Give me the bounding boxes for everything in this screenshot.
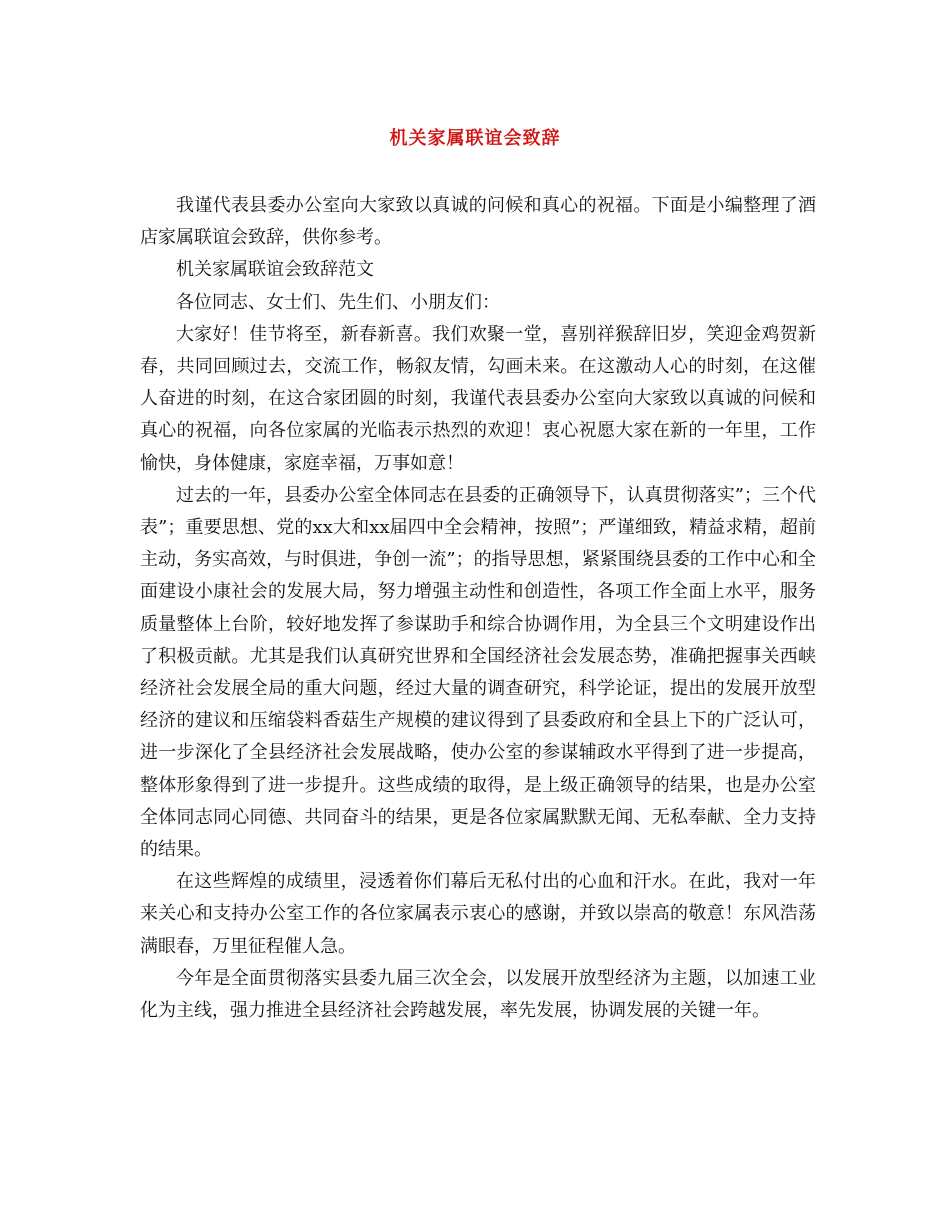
paragraph-subtitle: 机关家属联谊会致辞范文 [176, 259, 374, 281]
paragraph-greeting: 大家好！佳节将至，新春新喜。我们欢聚一堂，喜别祥猴辞旧岁，笑迎金鸡贺新春，共同回顾过去，交流工作，畅叙友情，勾画未来。在这激动人心的时刻，在这催人奋进的时刻，在这合家团圆的时刻，我谨代表县委办公室向大家致以真诚的问候和真心的祝福，向各位家属的光临表示热烈的欢迎！衷心祝愿大家在新的一年里，工作愉快，身体健康，家庭幸福，万事如意！ [140, 323, 816, 474]
paragraph-intro: 我谨代表县委办公室向大家致以真诚的问候和真心的祝福。下面是小编整理了酒店家属联谊会致辞，供你参考。 [140, 195, 816, 249]
document-body [140, 190, 816, 1027]
paragraph-thanks: 在这些辉煌的成绩里，浸透着你们幕后无私付出的心血和汗水。在此，我对一年来关心和支持办公室工作的各位家属表示衷心的感谢，并致以崇高的敬意！东风浩荡满眼春，万里征程催人急。 [140, 871, 816, 957]
document-title: 机关家属联谊会致辞 [389, 128, 561, 149]
paragraph-review: 过去的一年，县委办公室全体同志在县委的正确领导下，认真贯彻落实”；三个代表”；重要思想、党的xx大和xx届四中全会精神，按照”；严谨细致，精益求精，超前主动，务实高效，与时俱进，争创一流”；的指导思想，紧紧围绕县委的工作中心和全面建设小康社会的发展大局，努力增强主动性和创造性，各项工作全面上水平，服务质量整体上台阶，较好地发挥了参谋助手和综合协调作用，为全县三个文明建设作出了积极贡献。尤其是我们认真研究世界和全国经济社会发展态势，准确把握事关西峡经济社会发展全局的重大问题，经过大量的调查研究，科学论证，提出的发展开放型经济的建议和压缩袋料香菇生产规模的建议得到了县委政府和全县上下的广泛认可，进一步深化了全县经济社会发展战略，使办公室的参谋辅政水平得到了进一步提高，整体形象得到了进一步提升。这些成绩的取得，是上级正确领导的结果，也是办公室全体同志同心同德、共同奋斗的结果，更是各位家属默默无闻、无私奉献、全力支持的结果。 [140, 484, 816, 861]
paragraph-salutation: 各位同志、女士们、先生们、小朋友们： [176, 291, 500, 313]
paragraph-outlook: 今年是全面贯彻落实县委九届三次全会，以发展开放型经济为主题，以加速工业化为主线，强力推进全县经济社会跨越发展，率先发展，协调发展的关键一年。 [140, 967, 816, 1022]
